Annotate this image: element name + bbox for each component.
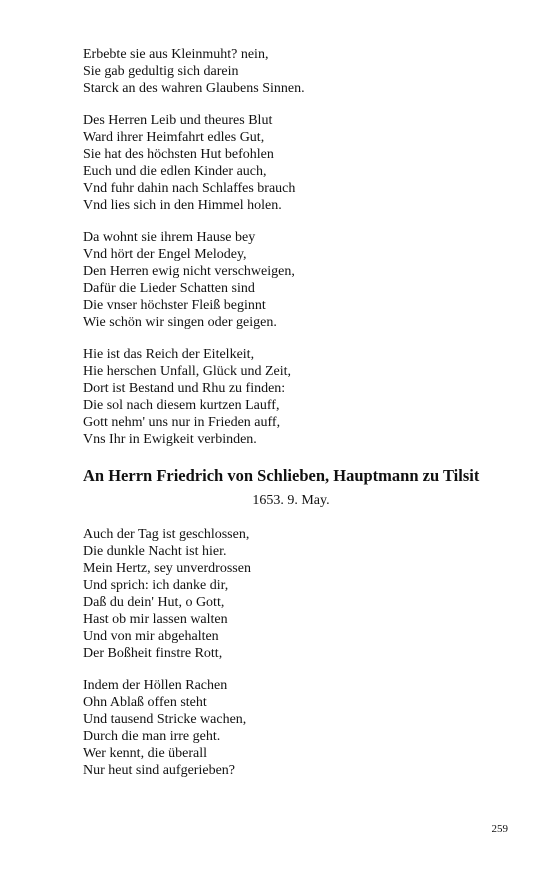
stanza <box>83 526 523 662</box>
verse-line: Die sol nach diesem kurtzen Lauff, <box>83 398 280 413</box>
verse-line: Den Herren ewig nicht verschweigen, <box>83 264 295 279</box>
verse-line: Dafür die Lieder Schatten sind <box>83 281 255 296</box>
verse-line: Mein Hertz, sey unverdrossen <box>83 561 251 576</box>
verse-line: Vnd hört der Engel Melodey, <box>83 247 247 262</box>
verse-line: Ohn Ablaß offen steht <box>83 695 207 710</box>
verse-line: Vnd lies sich in den Himmel holen. <box>83 198 282 213</box>
verse-line: Die vnser höchster Fleiß beginnt <box>83 298 266 313</box>
verse-line: Hast ob mir lassen walten <box>83 612 228 627</box>
page-body <box>83 46 523 794</box>
poem-date: 1653. 9. May. <box>252 493 330 508</box>
stanza <box>83 229 523 331</box>
verse-line: Vns Ihr in Ewigkeit verbinden. <box>83 432 257 447</box>
verse-line: Und von mir abgehalten <box>83 629 219 644</box>
stanza <box>83 46 523 97</box>
poem-continuation <box>83 46 523 448</box>
verse-line: Durch die man irre geht. <box>83 729 221 744</box>
verse-line: Sie hat des höchsten Hut befohlen <box>83 147 274 162</box>
verse-line: Der Boßheit finstre Rott, <box>83 646 223 661</box>
verse-line: Euch und die edlen Kinder auch, <box>83 164 267 179</box>
verse-line: Und sprich: ich danke dir, <box>83 578 229 593</box>
verse-line: Auch der Tag ist geschlossen, <box>83 527 250 542</box>
verse-line: Vnd fuhr dahin nach Schlaffes brauch <box>83 181 296 196</box>
verse-line: Nur heut sind aufgerieben? <box>83 763 235 778</box>
verse-line: Ward ihrer Heimfahrt edles Gut, <box>83 130 265 145</box>
stanza <box>83 677 523 779</box>
verse-line: Hie herschen Unfall, Glück und Zeit, <box>83 364 291 379</box>
stanza <box>83 346 523 448</box>
page-number: 259 <box>491 823 508 835</box>
verse-line: Hie ist das Reich der Eitelkeit, <box>83 347 255 362</box>
poem-title: An Herrn Friedrich von Schlieben, Hauptmann zu Tilsit <box>83 466 480 485</box>
verse-line: Starck an des wahren Glaubens Sinnen. <box>83 81 305 96</box>
verse-line: Erbebte sie aus Kleinmuht? nein, <box>83 47 269 62</box>
poem-new <box>83 466 523 779</box>
stanza <box>83 112 523 214</box>
verse-line: Und tausend Stricke wachen, <box>83 712 247 727</box>
verse-line: Wer kennt, die überall <box>83 746 208 761</box>
verse-line: Daß du dein' Hut, o Gott, <box>83 595 225 610</box>
verse-line: Indem der Höllen Rachen <box>83 678 228 693</box>
verse-line: Wie schön wir singen oder geigen. <box>83 315 277 330</box>
verse-line: Dort ist Bestand und Rhu zu finden: <box>83 381 286 396</box>
verse-line: Des Herren Leib und theures Blut <box>83 113 273 128</box>
verse-line: Die dunkle Nacht ist hier. <box>83 544 227 559</box>
verse-line: Da wohnt sie ihrem Hause bey <box>83 230 256 245</box>
verse-line: Gott nehm' uns nur in Frieden auff, <box>83 415 281 430</box>
verse-line: Sie gab gedultig sich darein <box>83 64 239 79</box>
